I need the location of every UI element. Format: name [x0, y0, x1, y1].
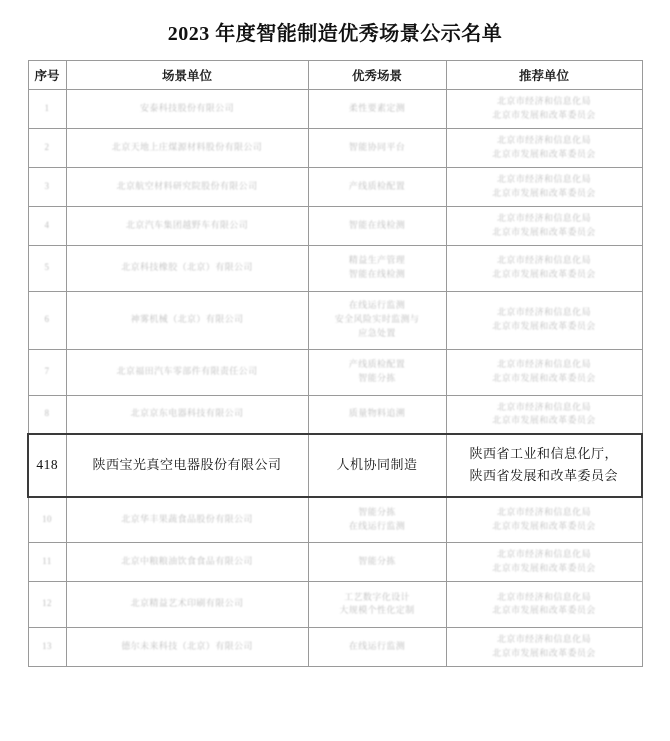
cell-no-line: 2 [44, 141, 50, 152]
table-row [28, 128, 642, 167]
cell-recommender-line: 北京市经济和信息化局 [496, 255, 591, 266]
page-title: 2023 年度智能制造优秀场景公示名单 [167, 23, 503, 45]
cell-scene [308, 206, 446, 245]
cell-unit [66, 581, 308, 627]
cell-no [28, 349, 66, 395]
cell-recommender-text [447, 501, 642, 539]
cell-unit-text [67, 97, 308, 121]
公示名单-table [27, 60, 643, 667]
cell-unit [66, 497, 308, 543]
cell-no-text [29, 508, 66, 532]
cell-no-text [29, 256, 66, 280]
cell-unit [66, 206, 308, 245]
cell-scene-line: 产线质检配置 [348, 359, 406, 370]
table-row [28, 90, 642, 129]
cell-scene-line: 智能协同平台 [348, 141, 406, 152]
table-row [28, 349, 642, 395]
cell-scene [308, 627, 446, 666]
cell-scene-text [309, 214, 446, 238]
cell-scene-line: 柔性要素定测 [348, 102, 406, 113]
cell-scene-line: 在线运行监测 [348, 520, 406, 531]
cell-recommender-line: 北京市发展和改革委员会 [492, 187, 596, 198]
cell-recommender [446, 349, 642, 395]
cell-unit-text [67, 214, 308, 238]
cell-unit-text [67, 360, 308, 384]
cell-recommender-line: 北京市发展和改革委员会 [492, 109, 596, 120]
cell-no-line: 5 [44, 262, 50, 273]
cell-no-text [29, 360, 66, 384]
cell-unit [66, 167, 308, 206]
table-row [28, 206, 642, 245]
cell-recommender-text [447, 249, 642, 287]
cell-scene-text [309, 294, 446, 346]
cell-recommender-line: 北京市发展和改革委员会 [492, 605, 596, 616]
cell-recommender-line: 北京市发展和改革委员会 [492, 226, 596, 237]
cell-scene-text [309, 175, 446, 199]
column-header-no: 序号 [28, 61, 66, 90]
cell-scene-line: 大规模个性化定制 [339, 605, 415, 616]
cell-recommender-text [447, 129, 642, 167]
cell-recommender-line: 北京市经济和信息化局 [496, 591, 591, 602]
cell-no-text [29, 592, 66, 616]
cell-recommender-line: 北京市发展和改革委员会 [492, 647, 596, 658]
cell-unit [66, 349, 308, 395]
cell-scene-line: 智能分拣 [358, 506, 396, 517]
cell-no [28, 291, 66, 349]
cell-unit-line: 北京天地上庄煤源材料股份有限公司 [111, 141, 263, 152]
table-row [28, 291, 642, 349]
cell-scene-line: 智能分拣 [358, 373, 396, 383]
table-header [28, 61, 642, 90]
cell-unit-line: 陕西宝光真空电器股份有限公司 [92, 457, 282, 473]
cell-recommender [446, 543, 642, 582]
cell-scene [308, 434, 446, 496]
table-row [28, 627, 642, 666]
cell-unit-text [67, 402, 308, 426]
column-header-unit: 场景单位 [66, 61, 308, 90]
cell-unit-text [67, 136, 308, 160]
cell-recommender-text [447, 628, 642, 666]
cell-recommender [446, 497, 642, 543]
cell-scene-line: 在线运行监测 [348, 300, 406, 311]
cell-scene-text [309, 550, 446, 574]
table-row [28, 245, 642, 291]
cell-scene [308, 543, 446, 582]
cell-unit-text [67, 508, 308, 532]
cell-no-line: 418 [36, 457, 59, 472]
cell-scene [308, 167, 446, 206]
cell-unit-line: 北京精益艺术印刷有限公司 [130, 598, 244, 609]
cell-unit-line: 北京中粮粮油饮食食品有限公司 [121, 556, 253, 567]
cell-no [28, 128, 66, 167]
cell-scene-line: 产线质检配置 [348, 180, 406, 191]
cell-scene-text [309, 501, 446, 539]
cell-no-text [29, 635, 66, 659]
cell-recommender [446, 581, 642, 627]
cell-recommender [446, 434, 642, 496]
cell-recommender-line: 北京市经济和信息化局 [496, 549, 591, 560]
table-row [28, 395, 642, 434]
cell-no-text [29, 136, 66, 160]
cell-recommender-text [447, 301, 642, 339]
cell-no-text [29, 214, 66, 238]
cell-recommender-line: 北京市经济和信息化局 [496, 401, 591, 412]
cell-recommender [446, 395, 642, 434]
cell-recommender-line: 北京市经济和信息化局 [496, 96, 591, 106]
cell-unit-line: 德尔未来科技（北京）有限公司 [121, 640, 253, 651]
cell-unit [66, 395, 308, 434]
cell-no-line: 6 [44, 314, 50, 325]
cell-unit-text [67, 308, 308, 332]
cell-scene [308, 349, 446, 395]
cell-unit-text [67, 635, 308, 659]
cell-no-line: 13 [42, 640, 52, 651]
cell-recommender-line: 北京市发展和改革委员会 [492, 269, 596, 279]
cell-no-text [29, 308, 66, 332]
cell-unit-text [67, 175, 308, 199]
cell-recommender [446, 90, 642, 129]
cell-recommender-line: 北京市经济和信息化局 [496, 307, 591, 318]
table-row [28, 497, 642, 543]
cell-no-line: 12 [42, 598, 52, 609]
cell-unit [66, 291, 308, 349]
cell-no [28, 245, 66, 291]
cell-unit-line: 北京京东电器科技有限公司 [130, 408, 244, 419]
cell-scene-line: 安全风险实时监测与 [334, 314, 420, 325]
cell-unit-line: 北京汽车集团越野车有限公司 [125, 219, 249, 230]
cell-scene-text [309, 402, 446, 426]
cell-scene [308, 395, 446, 434]
cell-scene-line: 在线运行监测 [348, 640, 406, 651]
cell-scene-text [309, 635, 446, 659]
cell-recommender [446, 206, 642, 245]
cell-unit-line: 神雾机械（北京）有限公司 [130, 314, 244, 325]
cell-no-text [29, 175, 66, 199]
cell-no-text [29, 97, 66, 121]
cell-scene-text [309, 446, 446, 484]
cell-recommender-line: 北京市发展和改革委员会 [492, 563, 596, 573]
cell-recommender-text [447, 396, 642, 434]
table-row [28, 434, 642, 496]
cell-recommender-line: 北京市发展和改革委员会 [492, 321, 596, 331]
cell-unit [66, 245, 308, 291]
cell-unit-text [67, 256, 308, 280]
cell-no [28, 395, 66, 434]
cell-recommender-line: 北京市发展和改革委员会 [492, 373, 596, 383]
cell-no [28, 497, 66, 543]
cell-recommender-text [447, 543, 642, 581]
cell-no-line: 1 [44, 102, 50, 113]
cell-recommender-line: 北京市发展和改革委员会 [492, 520, 596, 531]
cell-scene-line: 智能在线检测 [348, 269, 406, 279]
cell-recommender-line: 陕西省发展和改革委员会 [469, 468, 618, 484]
cell-recommender [446, 167, 642, 206]
cell-no [28, 90, 66, 129]
cell-unit-text [67, 446, 308, 484]
cell-no [28, 434, 66, 496]
cell-no-line: 10 [42, 513, 52, 524]
cell-no-line: 11 [42, 556, 52, 567]
cell-unit [66, 543, 308, 582]
cell-no [28, 581, 66, 627]
cell-recommender-line: 北京市发展和改革委员会 [492, 415, 596, 426]
cell-no-line: 7 [44, 366, 50, 377]
cell-recommender-line: 北京市经济和信息化局 [496, 134, 591, 145]
cell-recommender [446, 627, 642, 666]
cell-no [28, 543, 66, 582]
cell-no-text [29, 550, 66, 574]
cell-recommender-line: 北京市经济和信息化局 [496, 212, 591, 223]
cell-recommender-line: 陕西省工业和信息化厅， [469, 446, 618, 462]
column-header-recommender: 推荐单位 [446, 61, 642, 90]
cell-scene [308, 90, 446, 129]
cell-recommender-text [447, 586, 642, 624]
cell-no [28, 627, 66, 666]
cell-recommender-line: 北京市经济和信息化局 [496, 173, 591, 184]
cell-scene [308, 497, 446, 543]
cell-unit-line: 安泰科技股份有限公司 [139, 102, 234, 113]
cell-no [28, 167, 66, 206]
cell-scene-line: 质量物料追溯 [348, 408, 406, 419]
cell-recommender-line: 北京市经济和信息化局 [496, 359, 591, 370]
cell-recommender-line: 北京市经济和信息化局 [496, 506, 591, 517]
cell-scene [308, 291, 446, 349]
cell-no-line: 8 [44, 408, 50, 419]
cell-recommender-text [447, 90, 642, 128]
table-row [28, 543, 642, 582]
cell-no [28, 206, 66, 245]
cell-unit-text [67, 592, 308, 616]
cell-unit [66, 627, 308, 666]
cell-recommender-line: 北京市发展和改革委员会 [492, 148, 596, 159]
cell-unit [66, 128, 308, 167]
cell-unit-line: 北京科技橡胶（北京）有限公司 [121, 262, 253, 273]
cell-recommender [446, 128, 642, 167]
cell-scene-text [309, 353, 446, 391]
cell-recommender [446, 291, 642, 349]
cell-scene-text [309, 136, 446, 160]
cell-scene-text [309, 97, 446, 121]
cell-scene-line: 精益生产管理 [348, 255, 406, 266]
cell-scene-text [309, 586, 446, 624]
cell-unit-line: 北京华丰果蔬食品股份有限公司 [121, 513, 253, 524]
cell-unit-text [67, 550, 308, 574]
cell-scene-line: 智能分拣 [358, 556, 396, 567]
cell-scene-line: 智能在线检测 [348, 219, 406, 230]
table-row [28, 167, 642, 206]
cell-recommender-text [447, 353, 642, 391]
table-row [28, 581, 642, 627]
cell-no-text [29, 446, 66, 485]
cell-unit [66, 90, 308, 129]
column-header-scene: 优秀场景 [308, 61, 446, 90]
cell-unit-line: 北京福田汽车零部件有限责任公司 [116, 366, 258, 377]
cell-recommender-text [447, 168, 642, 206]
cell-scene-text [309, 249, 446, 287]
cell-scene-line: 应急处置 [358, 327, 396, 338]
cell-scene [308, 581, 446, 627]
cell-no-line: 4 [44, 219, 50, 230]
cell-recommender [446, 245, 642, 291]
cell-unit-line: 北京航空材料研究院股份有限公司 [116, 180, 258, 191]
cell-recommender-line: 北京市经济和信息化局 [496, 633, 591, 644]
cell-scene-line: 工艺数字化设计 [344, 591, 410, 602]
cell-recommender-text [447, 207, 642, 245]
cell-unit [66, 434, 308, 496]
cell-scene [308, 128, 446, 167]
table-header-row [28, 61, 642, 90]
cell-scene [308, 245, 446, 291]
cell-no-text [29, 402, 66, 426]
table-body [28, 90, 642, 667]
cell-recommender-text [447, 435, 642, 495]
cell-no-line: 3 [44, 180, 50, 191]
cell-scene-line: 人机协同制造 [336, 457, 418, 473]
